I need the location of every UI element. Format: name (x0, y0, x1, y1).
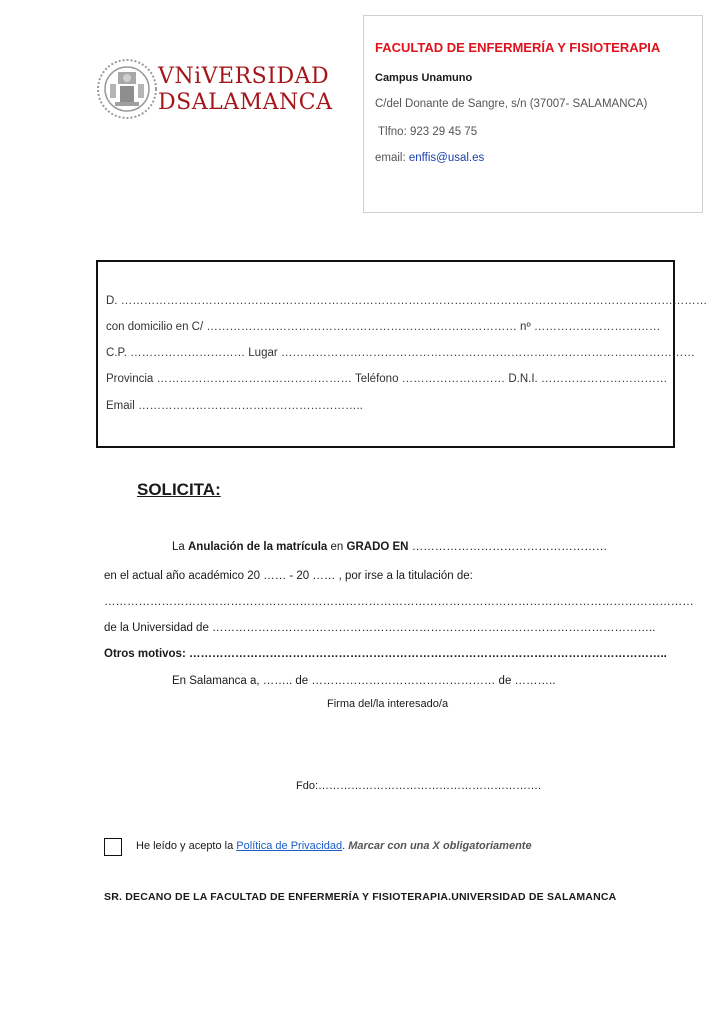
request-line-1 (172, 541, 607, 553)
privacy-statement (136, 840, 532, 852)
university-logo (96, 56, 333, 126)
email-field-line[interactable]: Email ………………………………………………….. (106, 400, 363, 412)
request-l1-bold: Anulación de la matrícula (188, 541, 328, 553)
faculty-email-link[interactable]: enffis@usal.es (408, 152, 485, 164)
request-l1-mid: en (327, 541, 347, 553)
personal-data-box (96, 260, 708, 448)
request-line-6[interactable]: En Salamanca a, …….. de ………………………………………… de ……….. (172, 675, 556, 687)
privacy-policy-link[interactable]: Política de Privacidad (236, 840, 343, 852)
privacy-dot: . (342, 840, 349, 852)
faculty-info-box (363, 15, 703, 213)
province-field-line[interactable]: Provincia …………………………………………… Teléfono ……………………… D.N.I. …………………………… (106, 373, 668, 385)
faculty-campus: Campus Unamuno (375, 72, 473, 84)
logo-line-2: DSALAMANCA (158, 90, 333, 115)
address-field-line[interactable]: con domicilio en C/ ……………………………………………………………………… nº …………………………… (106, 321, 661, 333)
faculty-email-label: email: (375, 152, 409, 164)
signature-label: Firma del/la interesado/a (327, 698, 449, 710)
privacy-checkbox[interactable] (104, 838, 122, 856)
request-line-4[interactable]: de la Universidad de …………………………………………………………………………………………………….. (104, 622, 656, 634)
request-l1-bold2: GRADO EN (346, 541, 409, 553)
request-l1-pre: La (172, 541, 188, 553)
faculty-address: C/del Donante de Sangre, s/n (37007- SALAMANCA) (375, 98, 648, 110)
privacy-note: Marcar con una X obligatoriamente (348, 840, 532, 852)
logo-line-1: VNiVERSIDAD (158, 64, 330, 89)
request-line-3[interactable]: ………………………………………………………………………………………………………….…………………………… (104, 596, 694, 608)
signature-line[interactable]: Fdo:……………………………………………………. (296, 780, 542, 792)
privacy-text: He leído y acepto la (136, 840, 237, 852)
faculty-title: FACULTAD DE ENFERMERÍA Y FISIOTERAPIA (375, 40, 661, 55)
university-logo-text (158, 64, 332, 116)
request-line-2[interactable]: en el actual año académico 20 …… - 20 …… , por irse a la titulación de: (104, 570, 473, 582)
faculty-phone: Tlfno: 923 29 45 75 (378, 126, 478, 138)
postal-code-field-line[interactable]: C.P. ………………………… Lugar ……………………………………………………………………………………………… (106, 347, 695, 359)
request-l1-post[interactable]: …………………………………………… (408, 541, 608, 553)
faculty-email-row (375, 152, 484, 164)
name-field-line[interactable]: D. ……………………………………………………………………………………………………………………………………… (106, 295, 708, 307)
request-line-5[interactable]: Otros motivos: …………………………………………………………………………………………………………….. (104, 648, 667, 660)
university-seal-icon (96, 56, 158, 122)
addressee: SR. DECANO DE LA FACULTAD DE ENFERMERÍA Y FISIOTERAPIA.UNIVERSIDAD DE SALAMANCA (104, 891, 617, 903)
request-heading: SOLICITA: (137, 480, 221, 499)
